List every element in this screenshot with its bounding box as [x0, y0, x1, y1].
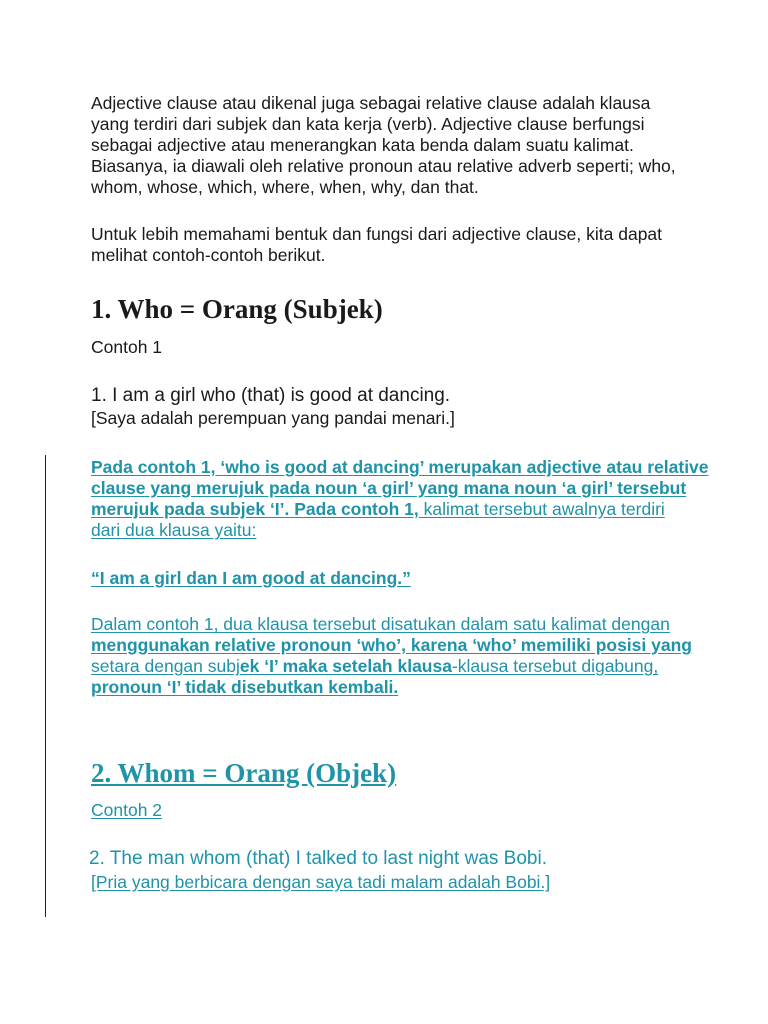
section-2-contoh-label: Contoh 2: [91, 800, 163, 820]
margin-change-bar: [45, 455, 46, 917]
section-1-contoh-label: Contoh 1: [91, 337, 163, 357]
intro-line: whom, whose, which, where, when, why, dan that.: [91, 177, 479, 197]
section-1-translation: [Saya adalah perempuan yang pandai menari.]: [91, 408, 455, 428]
section-2-example: 2. The man whom (that) I talked to last night was Bobi.: [89, 848, 547, 869]
section-1-explanation: [91, 457, 709, 541]
section-1-heading: 1. Who = Orang (Subjek): [91, 294, 383, 324]
explanation-line: clause yang merujuk pada noun ‘a girl’ yang mana noun ‘a girl’ tersebut: [91, 478, 687, 498]
detail-line: Dalam contoh 1, dua klausa tersebut disatukan dalam satu kalimat dengan: [91, 614, 670, 634]
section-1-example: 1. I am a girl who (that) is good at dancing.: [91, 385, 451, 406]
section-1-quote: “I am a girl dan I am good at dancing.”: [91, 568, 411, 588]
detail-line: pronoun ‘I’ tidak disebutkan kembali.: [91, 677, 399, 697]
explanation-line: dari dua klausa yaitu:: [91, 520, 257, 540]
intro-line: sebagai adjective atau menerangkan kata benda dalam suatu kalimat.: [91, 135, 634, 155]
intro2-line: Untuk lebih memahami bentuk dan fungsi dari adjective clause, kita dapat: [91, 224, 663, 244]
detail-line-part: setara dengan subj: [91, 656, 240, 676]
detail-line-part: -klausa tersebut digabung,: [451, 656, 659, 676]
explanation-line: Pada contoh 1, ‘who is good at dancing’ merupakan adjective atau relative: [91, 457, 709, 477]
detail-line: menggunakan relative pronoun ‘who’, karena ‘who’ memiliki posisi yang: [91, 635, 692, 655]
explanation-line-bold: merujuk pada subjek ‘I’. Pada contoh 1,: [91, 499, 419, 519]
intro2-line: melihat contoh-contoh berikut.: [91, 245, 326, 265]
intro-paragraph-2: [91, 224, 691, 266]
section-1-detail: [91, 614, 691, 698]
intro-paragraph: [91, 93, 691, 198]
intro-line: Biasanya, ia diawali oleh relative pronoun atau relative adverb seperti; who,: [91, 156, 676, 176]
explanation-line-normal: kalimat tersebut awalnya terdiri: [418, 499, 665, 519]
section-2-translation: [Pria yang berbicara dengan saya tadi malam adalah Bobi.]: [91, 872, 551, 892]
intro-line: Adjective clause atau dikenal juga sebagai relative clause adalah klausa: [91, 93, 651, 113]
section-2-heading: 2. Whom = Orang (Objek): [91, 758, 397, 788]
detail-line-part-bold: ek ‘I’ maka setelah klausa: [239, 656, 452, 676]
intro-line: yang terdiri dari subjek dan kata kerja (verb). Adjective clause berfungsi: [91, 114, 645, 134]
